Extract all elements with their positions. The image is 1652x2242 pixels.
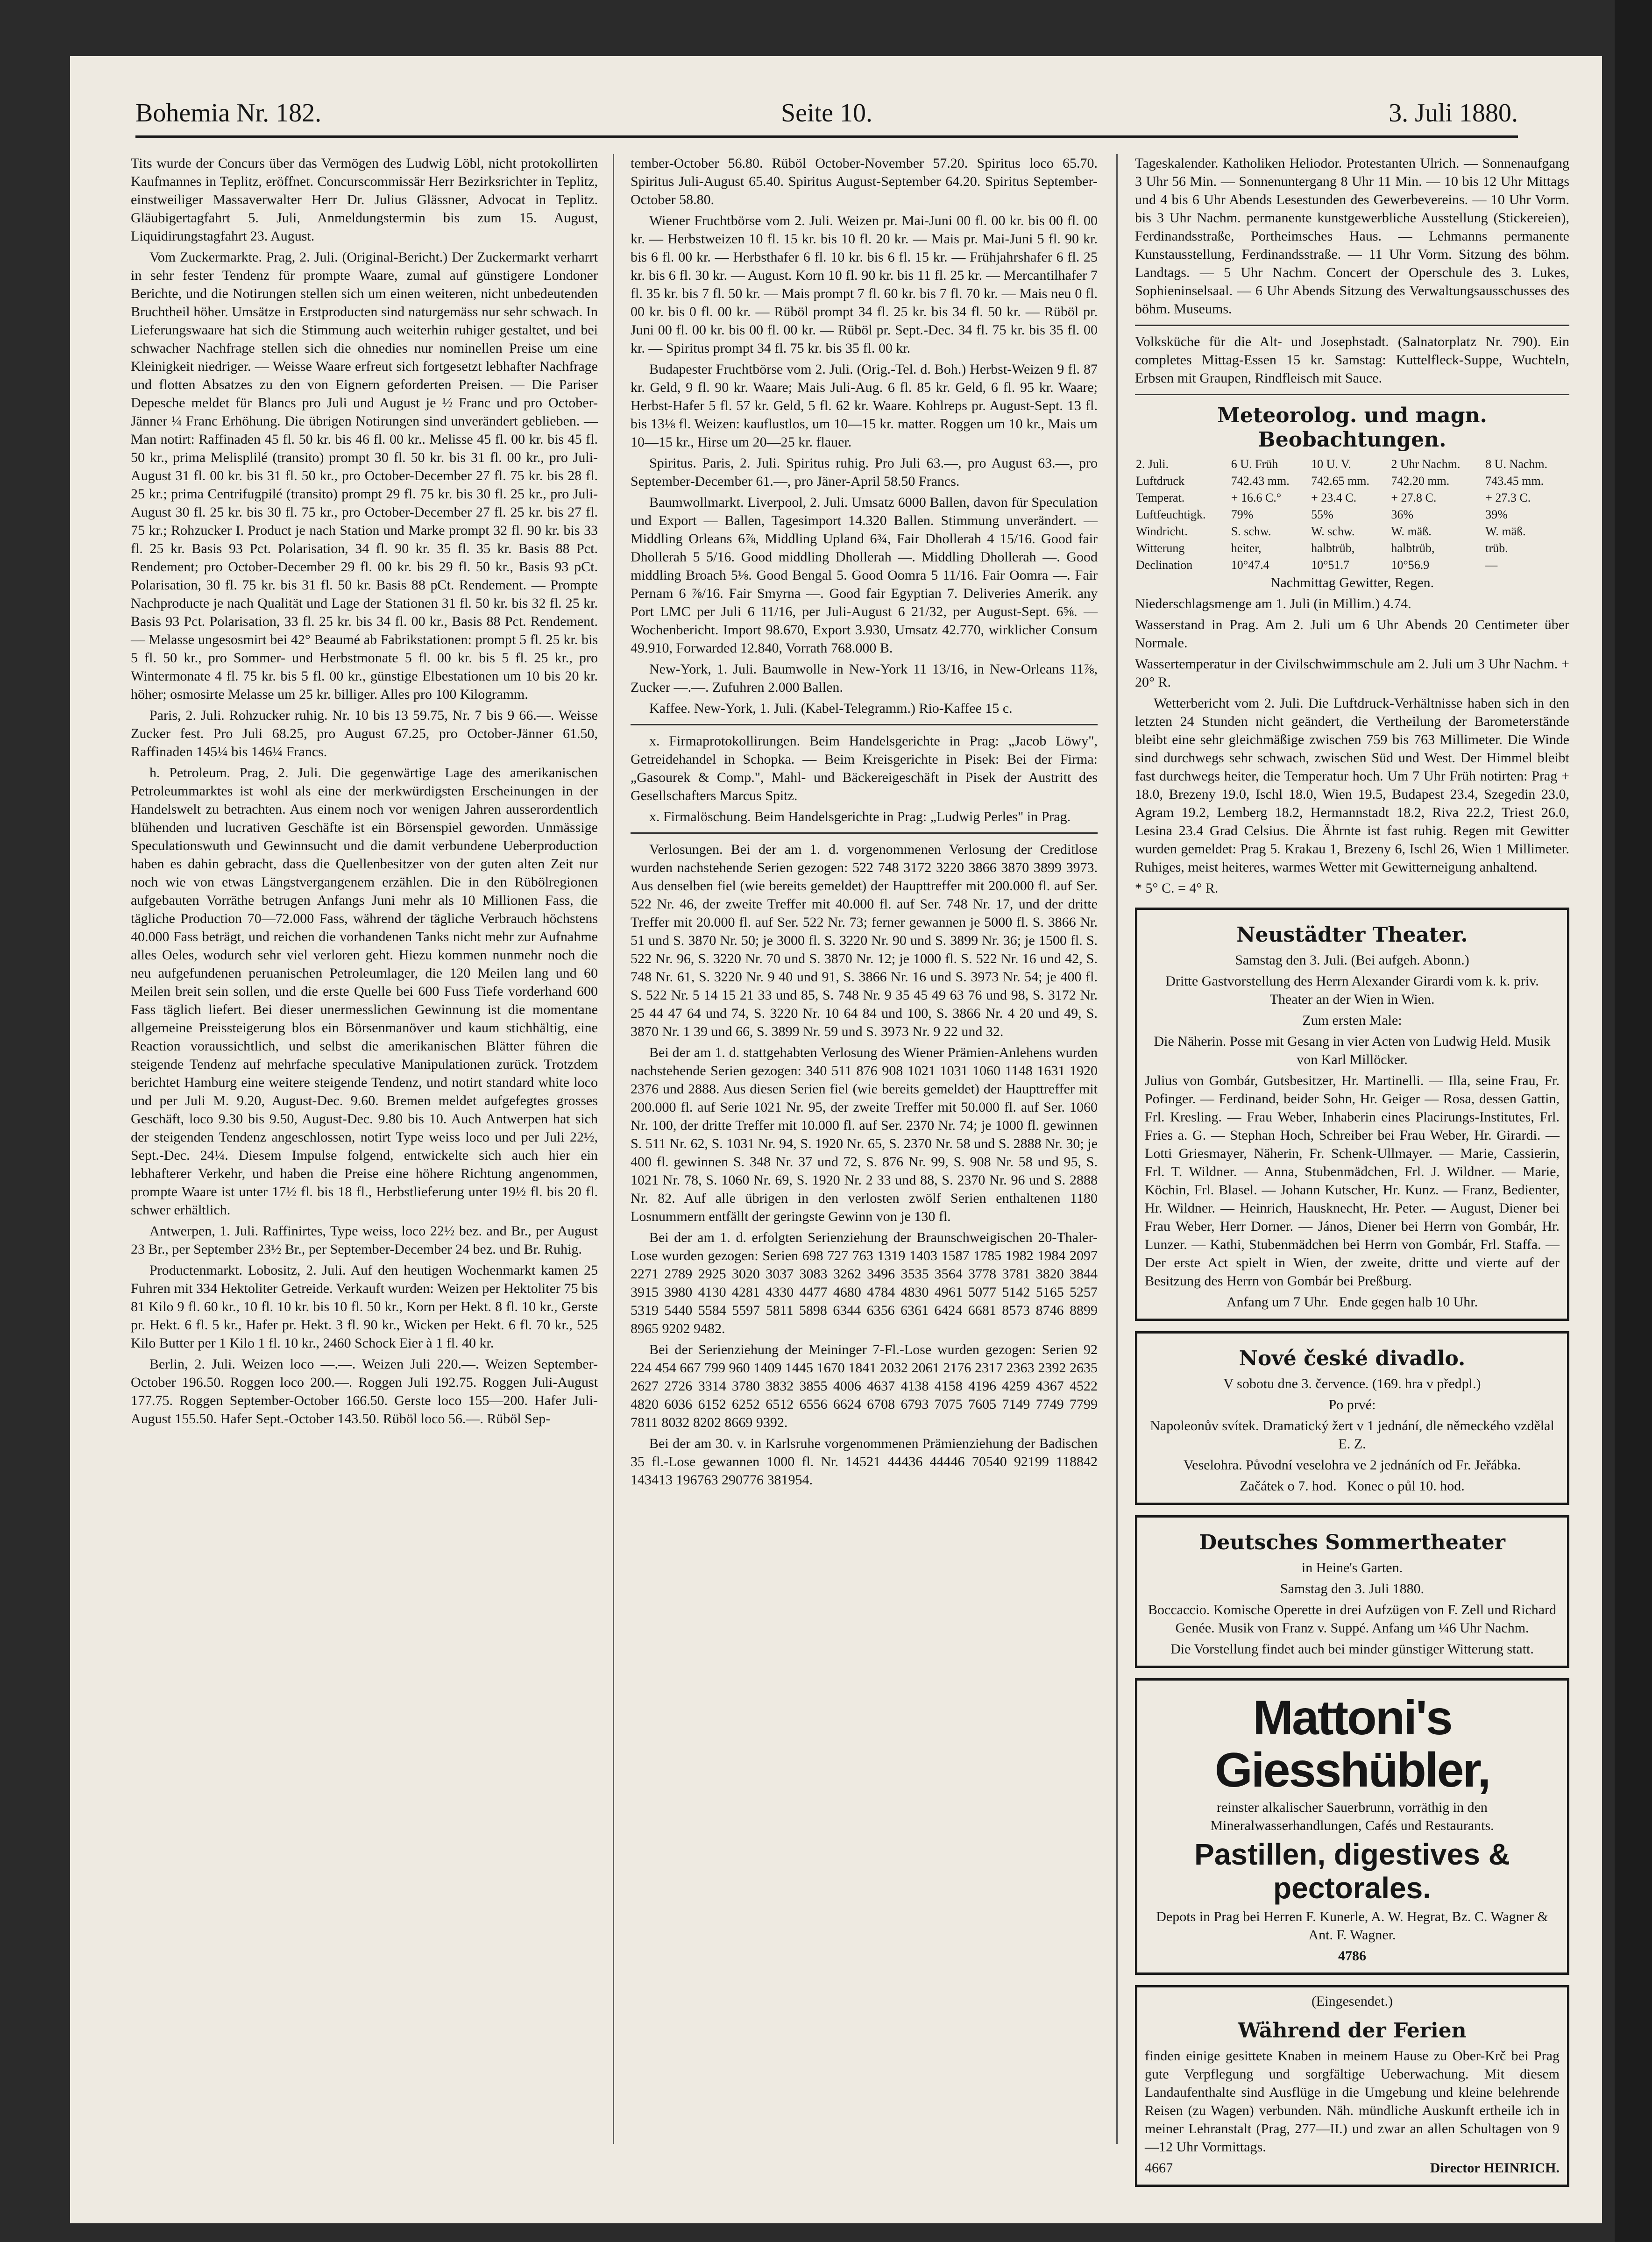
table-cell: 743.45 mm. xyxy=(1485,474,1544,488)
table-cell: + 16.6 C.° xyxy=(1231,491,1282,504)
ad-start: Začátek o 7. hod. xyxy=(1240,1478,1337,1494)
issue-date: 3. Juli 1880. xyxy=(1389,99,1518,128)
column-rule xyxy=(613,154,614,2144)
table-cell: halbtrüb, xyxy=(1311,541,1355,555)
ad-sommertheater xyxy=(1135,1515,1569,1668)
ad-title: Während der Ferien xyxy=(1238,2019,1467,2043)
ad-text: Po prvé: xyxy=(1328,1397,1376,1412)
ad-date xyxy=(1145,1375,1560,1393)
ad-neustaedter-theater xyxy=(1135,908,1569,1321)
table-cell: + 27.3 C. xyxy=(1485,491,1531,504)
table-cell: 55% xyxy=(1311,508,1333,521)
ad-title: Deutsches Sommertheater xyxy=(1199,1531,1505,1554)
table-head-cell: 8 U. Nachm. xyxy=(1485,457,1548,471)
ad-end: Ende gegen halb 10 Uhr. xyxy=(1339,1294,1478,1310)
table-cell: trüb. xyxy=(1485,541,1508,555)
table-row xyxy=(1135,456,1569,473)
table-head-cell: 10 U. V. xyxy=(1311,457,1351,471)
article-braunschweig: Bei der am 1. d. erfolgten Serienziehung der Braunschweigischen 20-Thaler-Lose wurden gezogen: Serien 698 727 763 1319 1403 1587 1785 1982 1984 2097 2271 2789 2925 3020 3037 3083 3262 3496 3535 3564 3778 3781 3820 3844 3915 3980 4130 4281 4330 4477 4680 4784 4830 4961 5077 5142 5165 5257 5319 5440 5584 5597 5811 5898 6344 6356 6361 6424 6681 8573 8746 8899 8965 9202 9482. xyxy=(631,1230,1098,1336)
divider xyxy=(631,724,1098,725)
table-cell: S. schw. xyxy=(1231,525,1271,538)
ad-text: Depots in Prag bei Herren F. Kunerle, A. W. Hegrat, Bz. C. Wagner & Ant. F. Wagner. xyxy=(1156,1909,1548,1943)
table-row xyxy=(1135,523,1569,540)
ad-text: Napoleonův svítek. Dramatický žert v 1 jednání, dle německého vzdělal E. Z. xyxy=(1150,1418,1554,1452)
ad-czech-theater xyxy=(1135,1331,1569,1505)
table-row xyxy=(1135,490,1569,506)
column-middle xyxy=(631,154,1098,2144)
table-cell: 10°51.7 xyxy=(1311,558,1349,572)
article-meininger: Bei der Serienziehung der Meininger 7-Fl.-Lose wurden gezogen: Serien 92 224 454 667 799 960 1409 1445 1670 1841 2032 2061 2176 2317 2363 2392 2635 2627 2726 3314 3780 3832 3855 4006 4637 4138 4158 4196 4259 4367 4522 4820 6036 6152 6252 6512 6556 6624 6708 6793 7075 7605 7149 7749 7799 7811 8032 8202 8669 9392. xyxy=(631,1342,1098,1430)
article-berlin-cont: tember-October 56.80. Rüböl October-November 57.20. Spiritus loco 65.70. Spiritus Juli-August 65.40. Spiritus August-September 64.20. Spiritus September-October 58.80. xyxy=(631,156,1098,207)
table-cell: Windricht. xyxy=(1136,525,1188,538)
wasserstand: Wasserstand in Prag. Am 2. Juli um 6 Uhr Abends 20 Centimeter über Normale. xyxy=(1135,617,1569,651)
table-cell: Luftfeuchtigk. xyxy=(1136,508,1206,521)
ad-date xyxy=(1145,951,1560,969)
volkskueche: Volksküche für die Alt- und Josephstadt. (Salnatorplatz Nr. 790). Ein completes Mittag-Essen 15 kr. Samstag: Kuttelfleck-Suppe, Wuchteln, Erbsen mit Graupen, Rindfleisch mit Sauce. xyxy=(1135,334,1569,386)
article-productenmarkt: Productenmarkt. Lobositz, 2. Juli. Auf den heutigen Wochenmarkt kamen 25 Fuhren mit 334 Hektoliter Getreide. Verkauft wurden: Weizen per Hektoliter 75 bis 81 Kilo 9 fl. 60 kr., 10 fl. 10 kr. bis 10 fl. 50 kr., Korn per Hekt. 8 fl. 10 kr., Gerste pr. Hekt. 6 fl. 5 kr., Hafer pr. Hekt. 3 fl. 90 kr., Wicken per Hekt. 6 fl. 70 kr., 525 Kilo Butter per 1 Kilo 1 fl. 10 kr., 2460 Schock Eier à 1 fl. 40 kr. xyxy=(131,1263,598,1351)
divider xyxy=(631,832,1098,834)
table-row xyxy=(1135,506,1569,523)
table-head-cell: 2 Uhr Nachm. xyxy=(1391,457,1461,471)
divider xyxy=(1135,394,1569,395)
table-head-cell: 6 U. Früh xyxy=(1231,457,1278,471)
article-firmaprotokollirungen: x. Firmaprotokollirungen. Beim Handelsgerichte in Prag: „Jacob Löwy", Getreidehandel in Schopka. — Beim Kreisgerichte in Pisek: Bei der Firma: „Gasourek & Comp.", Mahl- und Bäckereigeschäft in Pisek der Austritt des Gesellschafters Marcus Spitz. xyxy=(631,733,1098,803)
tageskalender: Tageskalender. Katholiken Heliodor. Protestanten Ulrich. — Sonnenaufgang 3 Uhr 56 Min. — Sonnenuntergang 8 Uhr 11 Min. — 10 bis 12 Uhr Mittags und 4 bis 6 Uhr Abends Lesestunden des Gewerbevereins. — 10 Uhr Vorm. bis 3 Uhr Nachm. permanente kunstgewerbliche Ausstellung (Stickereien), Ferdinandsstraße, Portheimsches Haus. — Lehmanns permanente Kunstausstellung, Ferdinandsstraße. — 11 Uhr Vorm. Sitzung des böhm. Landtags. — 5 Uhr Nachm. Concert der Operschule des 3. Lukes, Sophieninselsaal. — 6 Uhr Abends Sitzung des Verwaltungsausschusses des böhm. Museums. xyxy=(1135,156,1569,317)
weather-table-title: Meteorolog. und magn. Beobachtungen. xyxy=(1217,404,1487,452)
ad-end: Konec o půl 10. hod. xyxy=(1347,1478,1465,1494)
article-kaffee: Kaffee. New-York, 1. Juli. (Kabel-Telegramm.) Rio-Kaffee 15 c. xyxy=(649,701,1013,716)
weather-remark: Nachmittag Gewitter, Regen. xyxy=(1270,575,1434,590)
ad-cast: Julius von Gombár, Gutsbesitzer, Hr. Martinelli. — Illa, seine Frau, Fr. Pofinger. — Ferdinand, beider Sohn, Hr. Geiger — Rosa, dessen Gattin, Frl. Kresling. — Frau Weber, Inhaberin eines Placirungs-Institutes, Frl. Fries a. G. — Stephan Hoch, Schreiber bei Frau Weber, Hr. Girardi. — Lotti Griesmayer, Näherin, Fr. Schenk-Ullmayer. — Marie, Cassierin, Frl. T. Wildner. — Anna, Stubenmädchen, Frl. J. Wildner. — Marie, Köchin, Frl. Blasel. — Johann Kutscher, Hr. Kunz. — Franz, Bedienter, Hr. Wildner. — Heinrich, Hausknecht, Hr. Peter. — August, Diener bei Frau Weber, Herr Dorner. — János, Diener bei Herrn von Gombár, Hr. Lunzer. — Kathi, Stubenmädchen bei Herrn von Gombár, Frl. Staffa. — Der erste Act spielt in Wien, der zweite, dritte und vierte auf der Besitzung des Herrn von Gombár bei Preßburg. xyxy=(1145,1073,1560,1289)
article-wiener-fruchtboerse: Wiener Fruchtbörse vom 2. Juli. Weizen pr. Mai-Juni 00 fl. 00 kr. bis 00 fl. 00 kr. — Herbstweizen 10 fl. 15 kr. bis 10 fl. 20 kr. — Mais pr. Mai-Juni 5 fl. 90 kr. bis 6 fl. 00 kr. — Herbsthafer 6 fl. 10 kr. bis 6 fl. 15 kr. — Frühjahrshafer 6 fl. 25 kr. bis 6 fl. 30 kr. — August. Korn 10 fl. 90 kr. bis 11 fl. 25 kr. — Mercantilhafer 7 fl. 35 kr. bis 7 fl. 50 kr. — Mais prompt 7 fl. 60 kr. bis 7 fl. 70 kr. — Mais neu 0 fl. 00 kr. bis 0 fl. 00 kr. — Rüböl prompt 34 fl. 25 kr. bis 34 fl. 50 kr. — Rüböl pr. Juni 00 fl. 00 kr. bis 00 fl. 00 kr. — Rüböl pr. Sept.-Dec. 34 fl. 75 kr. bis 35 fl. 00 kr. — Spiritus prompt 34 fl. 75 kr. bis 35 fl. 00 kr. xyxy=(631,213,1098,356)
ad-text: Die Vorstellung findet auch bei minder günstiger Witterung statt. xyxy=(1170,1641,1534,1657)
ad-location: in Heine's Garten. xyxy=(1301,1560,1403,1575)
ad-subtitle: Pastillen, digestives & pectorales. xyxy=(1194,1838,1510,1905)
page-header xyxy=(135,89,1518,138)
table-cell: 742.20 mm. xyxy=(1391,474,1450,488)
ad-times xyxy=(1145,1477,1560,1495)
ad-text: Veselohra. Původní veselohra ve 2 jednáních od Fr. Jeřábka. xyxy=(1183,1457,1521,1473)
table-cell: 10°47.4 xyxy=(1231,558,1269,572)
ad-text: reinster alkalischer Sauerbrunn, vorräthig in den Mineralwasserhandlungen, Cafés und Restaurants. xyxy=(1210,1800,1494,1833)
table-cell: 36% xyxy=(1391,508,1413,521)
footnote: * 5° C. = 4° R. xyxy=(1135,880,1219,896)
ad-number: 4667 xyxy=(1145,2160,1173,2176)
ad-title: Neustädter Theater. xyxy=(1236,923,1468,947)
table-cell: + 23.4 C. xyxy=(1311,491,1357,504)
table-cell: heiter, xyxy=(1231,541,1262,555)
ad-signature: Director HEINRICH. xyxy=(1430,2160,1560,2176)
article-petroleum: h. Petroleum. Prag, 2. Juli. Die gegenwärtige Lage des amerikanischen Petroleummarktes ist wohl als eine der merkwürdigsten Erscheinungen in der Handelswelt zu betrachten. Aus einem noch vor wenigen Jahren ausserordentlich blühenden und lucrativen Geschäfte ist ein Börsenspiel geworden. Unmässige Speculationswuth und Gewinnsucht und die damit verbundene Ueberproduction haben es dahin gebracht, dass die Quellenbesitzer von der guten alten Zeit nur noch wie von etwas Längstvergangenem erzählen. Die in den Rübölregionen aufgebauten Vorräthe betrugen Anfangs Juni mehr als 10 Millionen Fass, die tägliche Production 70—72.000 Fass, während der tägliche Verbrauch höchstens 40.000 Fass beträgt, und reichen die vorhandenen Tanks nicht mehr zur Aufnahme alles Oeles, wodurch sehr viel verloren geht. Hiezu kommen nunmehr noch die neu aufgefundenen peruanischen Petroleumlager, die 120 Meilen lang und 60 Meilen breit sein sollen, und die erste Quelle bei 600 Fuss Tiefe vorderhand 600 Fass täglich liefert. Bei dieser unermesslichen Gewinnung ist die momentane allgemeine Preissteigerung blos ein Börsenmanöver und kaum stichhältig, eine Reaction voraussichtlich, und selbst die amerikanischen Blätter führen die steigende Tendenz auf mehrfache speculative Manipulationen zurück. Trotzdem berichtet Hamburg eine weitere steigende Tendenz, und notirt standard white loco und per Juli M. 9.20, August-Dec. 9.60. Bremen meldet aufgefegtes grosses Geschäft, loco 9.30 bis 9.50, August-Dec. 9.80 bis 10. Auch Antwerpen hat sich der steigenden Tendenz angeschlossen, notirt Type weiss loco und per Juli 22½, Sept.-Dec. 24¼. Diesem Impulse folgend, entwickelte sich auch hier ein lebhafterer Verkehr, und haben die Preise eine höhere Richtung angenommen, prompte Waare ist unter 17½ fl. bis 18 fl., Herbstlieferung unter 19½ fl. bis 20 fl. schwer erhältlich. xyxy=(131,765,598,1218)
article-badische: Bei der am 30. v. in Karlsruhe vorgenommenen Prämienziehung der Badischen 35 fl.-Lose gewannen 1000 fl. Nr. 14521 44436 44446 70540 92199 118842 143413 196763 290776 381954. xyxy=(631,1436,1098,1488)
table-row xyxy=(1135,540,1569,557)
table-head-cell: 2. Juli. xyxy=(1136,457,1169,471)
page-edge xyxy=(1615,0,1652,2242)
divider xyxy=(1135,325,1569,326)
ad-times xyxy=(1145,1293,1560,1311)
page-number: Seite 10. xyxy=(781,99,872,128)
ad-title: Mattoni's Giesshübler, xyxy=(1214,1691,1490,1797)
ad-mattoni xyxy=(1135,1678,1569,1975)
table-cell: — xyxy=(1485,558,1498,572)
newspaper-issue: Bohemia Nr. 182. xyxy=(135,99,322,128)
table-cell: 10°56.9 xyxy=(1391,558,1430,572)
ad-ferien xyxy=(1135,1985,1569,2187)
table-cell: + 27.8 C. xyxy=(1391,491,1437,504)
table-cell: W. mäß. xyxy=(1391,525,1432,538)
wetterbericht: Wetterbericht vom 2. Juli. Die Luftdruck-Verhältnisse haben sich in den letzten 24 Stunden nicht geändert, die Vertheilung der Barometerstände bleibt eine sehr gleichmäßige zwischen 759 bis 763 Millimeter. Die Winde sind durchwegs sehr schwach, zwischen Süd und West. Der Himmel bleibt fast durchwegs heiter, die Temperatur hoch. Um 7 Uhr Früh notirten: Prag + 18.0, Brezeny 19.0, Ischl 18.0, Wien 19.5, Budapest 23.4, Szegedin 23.0, Agram 19.2, Lemberg 18.2, Hermannstadt 18.2, Riva 22.2, Triest 26.0, Lesina 23.4 Grad Celsius. Die Ährnte ist fast ruhig. Regen mit Gewitter wurden gemeldet: Prag 5. Krakau 1, Brezeny 6, Ischl 26, Wien 1 Millimeter. Ruhiges, meist heiteres, warmes Wetter mit Gewitterneigung anhaltend. xyxy=(1135,695,1569,875)
ad-label: (Eingesendet.) xyxy=(1311,1994,1393,2009)
column-rule xyxy=(1116,154,1118,2144)
ad-title: Nové české divadlo. xyxy=(1239,1347,1466,1370)
table-cell: Witterung xyxy=(1136,541,1185,555)
ad-date: Samstag den 3. Juli 1880. xyxy=(1280,1581,1425,1596)
ad-text: finden einige gesittete Knaben in meinem Hause zu Ober-Krč bei Prag gute Verpflegung und sorgfältige Ueberwachung. Mit diesem Landaufenthalte sind Ausflüge in die Umgebung und kleine belehrende Reisen (zu Wagen) verbunden. Näh. mündliche Auskunft ertheile ich in meiner Lehranstalt (Prag, 277—II.) und zwar an allen Schultagen von 9—12 Uhr Vormittags. xyxy=(1145,2048,1560,2155)
ad-abonn: (Bei aufgeh. Abonn.) xyxy=(1351,952,1469,968)
article-new-york: New-York, 1. Juli. Baumwolle in New-York 11 13/16, in New-Orleans 11⅞, Zucker —.—. Zufuhren 2.000 Ballen. xyxy=(631,661,1098,695)
table-cell: 742.65 mm. xyxy=(1311,474,1370,488)
weather-table xyxy=(1135,456,1569,574)
ad-number: (169. hra v předpl.) xyxy=(1372,1376,1481,1391)
article-baumwollmarkt: Baumwollmarkt. Liverpool, 2. Juli. Umsatz 6000 Ballen, davon für Speculation und Export — Ballen, Tagesimport 14.320 Ballen. Stimmung unverändert. — Middling Orleans 6⅞, Middling Upland 6¾, Fair Dhollerah 4 15/16. Good fair Dhollerah 5 5/16. Good middling Dhollerah —. Middling Dhollerah —. Good middling Broach 5⅛. Good Bengal 5. Good Oomra 5 11/16. Fair Oomra —. Fair Pernam 6 ⅞/16. Fair Smyrna —. Good fair Egyptian 7. Deliveries Amerik. any Port LMC per Juli 6 11/16, per Juli-August 6 21/32, per August-Sept. 6⅝. — Wochenbericht. Import 98.670, Export 3.930, Umsatz 42.770, wirklicher Consum 49.910, Forwarded 12.840, Vorrath 768.000 B. xyxy=(631,495,1098,656)
article-paris-zucker: Paris, 2. Juli. Rohzucker ruhig. Nr. 10 bis 13 59.75, Nr. 7 bis 9 66.—. Weisse Zucker fest. Pro Juli 68.25, pro August 67.25, pro October-Jänner 61.50, Raffinaden 145¼ bis 146¼ Francs. xyxy=(131,708,598,759)
table-cell: W. schw. xyxy=(1311,525,1355,538)
article-firmaloeschung: x. Firmalöschung. Beim Handelsgerichte in Prag: „Ludwig Perles" in Prag. xyxy=(649,809,1071,824)
ad-date-text: V sobotu dne 3. července. xyxy=(1223,1376,1369,1391)
article-budapester-fruchtboerse: Budapester Fruchtbörse vom 2. Juli. (Orig.-Tel. d. Boh.) Herbst-Weizen 9 fl. 87 kr. Geld, 9 fl. 90 kr. Waare; Mais Juli-Aug. 6 fl. 85 kr. Geld, 6 fl. 95 kr. Waare; Herbst-Hafer 5 fl. 57 kr. Geld, 5 fl. 62 kr. Waare. Kohlreps pr. August-Sept. 13 fl. bis 13⅛ fl. Weizen: kauflustlos, um 10—15 kr. matter. Roggen um 10 kr., Mais um 10—15 kr., Hirse um 20—25 kr. flauer. xyxy=(631,362,1098,450)
table-cell: halbtrüb, xyxy=(1391,541,1435,555)
wassertemperatur: Wassertemperatur in der Civilschwimmschule am 2. Juli um 3 Uhr Nachm. + 20° R. xyxy=(1135,656,1569,690)
article-wiener-praemien: Bei der am 1. d. stattgehabten Verlosung des Wiener Prämien-Anlehens wurden nachstehende Serien gezogen: 340 511 876 908 1021 1031 1060 1148 1631 1920 2376 und 2888. Aus diesen Serien fiel (wie bereits gemeldet) der Haupttreffer mit 200.000 fl. auf Serie 1021 Nr. 95, der zweite Treffer mit 50.000 fl. auf Ser. 1060 Nr. 100, der dritte Treffer mit 10.000 fl. auf Ser. 2370 Nr. 74; je 1000 fl. gewinnen S. 511 Nr. 62, S. 1031 Nr. 94, S. 1920 Nr. 65, S. 2370 Nr. 58 und S. 2888 Nr. 30; je 400 fl. gewinnen S. 348 Nr. 37 und 72, S. 876 Nr. 99, S. 908 Nr. 58 und 95, S. 1021 Nr. 78, S. 1060 Nr. 69, S. 1920 Nr. 2 33 und 88, S. 2370 Nr. 96 und S. 2888 Nr. 82. Auf alle übrigen in den verlosten zwölf Serien enthaltenen 1180 Losnummern entfällt der geringste Gewinn von je 130 fl. xyxy=(631,1045,1098,1224)
ad-number: 4786 xyxy=(1338,1948,1366,1964)
ad-footer xyxy=(1145,2159,1560,2177)
table-row xyxy=(1135,473,1569,490)
table-cell: 79% xyxy=(1231,508,1254,521)
table-row xyxy=(1135,557,1569,574)
ad-text: Dritte Gastvorstellung des Herrn Alexander Girardi vom k. k. priv. Theater an der Wien in Wien. xyxy=(1165,973,1539,1007)
table-cell: Luftdruck xyxy=(1136,474,1184,488)
article-concurs: Tits wurde der Concurs über das Vermögen des Ludwig Löbl, nicht protokollirten Kaufmannes in Teplitz, eröffnet. Concurscommissär Herr Bezirksrichter in Teplitz, einstweiliger Massaverwalter Herr Dr. Julius Glässner, Advocat in Teplitz. Gläubigertagfahrt 5. Juli, Anmeldungstermin bis zum 15. August, Liquidirungstagfahrt 23. August. xyxy=(131,156,598,244)
article-antwerpen: Antwerpen, 1. Juli. Raffinirtes, Type weiss, loco 22½ bez. and Br., per August 23 Br., per September 23½ Br., per September-December 24 bez. und Br. Ruhig. xyxy=(131,1223,598,1257)
table-cell: Temperat. xyxy=(1136,491,1185,504)
article-zuckermarkt: Vom Zuckermarkte. Prag, 2. Juli. (Original-Bericht.) Der Zuckermarkt verharrt in sehr fester Tendenz für prompte Waare, zumal auf günstigere Londoner Berichte, und die Notirungen stellen sich um einen weiteren, nicht unbedeutenden Bruchtheil höher. Umsätze in Erstproducten sind naturgemäss nur sehr schwach. In Lieferungswaare hat sich die Stimmung auch weiterhin ruhiger gestaltet, und bei schwacher Nachfrage stellen sich die ohnedies nur nominellen Preise um eine Kleinigkeit niedriger. — Weisse Waare erfreut sich fortgesetzt lebhafter Nachfrage und flotten Absatzes zu den von Eignern geforderten Preisen. — Die Pariser Depesche meldet für Blancs pro Juli und August je ½ Franc und pro October-Jänner ¼ Franc Erhöhung. Die übrigen Notirungen sind unverändert geblieben. — Man notirt: Raffinaden 45 fl. 50 kr. bis 46 fl. 00 kr.. Melisse 45 fl. 00 kr. bis 45 fl. 50 kr., prima Melisplilé (transito) prompt 30 fl. 50 kr. bis 31 fl. 00 kr., pro Juli-August 31 fl. 00 kr. bis 31 fl. 50 kr., pro October-December 27 fl. 75 kr. bis 28 fl. 25 kr.; prima Centrifugpilé (transito) prompt 29 fl. 75 kr. bis 30 fl. 25 kr., pro Juli-August 30 fl. 25 kr. bis 30 fl. 75 kr., pro October-December 27 fl. 25 kr. bis 27 fl. 75 kr.; Rohzucker I. Product je nach Station und Marke prompt 32 fl. 90 kr. bis 33 fl. 25 kr. Basis 93 Pct. Polarisation, 34 fl. 90 kr. 35 fl. 35 kr. Basis 88 Pct. Rendement; pro October-December 29 fl. 00 kr. bis 29 fl. 50 kr., Basis 93 pCt. Polarisation, 30 fl. 75 kr. bis 31 fl. 50 kr. Basis 88 pCt. Rendement. — Prompte Nachproducte je nach Qualität und Lage der Stationen 31 fl. 50 kr. bis 32 fl. 25 kr. Basis 93 Pct. Polarisation, 33 fl. 25 kr. bis 34 fl. 00 kr., Basis 88 Pct. Rendement. — Melasse ungesosmirt bei 42° Beaumé ab Fabrikstationen: prompt 5 fl. 25 kr. bis 5 fl. 50 kr., pro Sommer- und Herbstmonate 5 fl. 00 kr. bis 5 fl. 25 kr., pro Wintermonate 4 fl. 75 kr. bis 5 fl. 00 kr., günstige Elbestationen um 10 bis 20 kr. höher; osmosirte Melasse um 25 kr. billiger. Alles pro 100 Kilogramm. xyxy=(131,249,598,702)
table-cell: Declination xyxy=(1136,558,1193,572)
ad-text: Zum ersten Male: xyxy=(1302,1013,1402,1028)
table-cell: 742.43 mm. xyxy=(1231,474,1290,488)
newspaper-page xyxy=(70,56,1602,2223)
table-cell: 39% xyxy=(1485,508,1508,521)
ad-play: Die Näherin. Posse mit Gesang in vier Acten von Ludwig Held. Musik von Karl Millöcker. xyxy=(1154,1034,1551,1067)
table-cell: W. mäß. xyxy=(1485,525,1526,538)
article-spiritus: Spiritus. Paris, 2. Juli. Spiritus ruhig. Pro Juli 63.—, pro August 63.—, pro September-December 61.—, pro Jäner-April 58.50 Francs. xyxy=(631,455,1098,489)
column-right xyxy=(1135,154,1569,2176)
ad-date-text: Samstag den 3. Juli. xyxy=(1235,952,1348,968)
article-berlin: Berlin, 2. Juli. Weizen loco —.—. Weizen Juli 220.—. Weizen September-October 196.50. Roggen loco 200.—. Roggen Juli 192.75. Roggen Juli-August 177.75. Roggen September-October 166.50. Gerste loco 155—200. Hafer Juli-August 155.50. Hafer Sept.-October 143.50. Rüböl loco 56.—. Rüböl Sep- xyxy=(131,1356,598,1426)
ad-text: Boccaccio. Komische Operette in drei Aufzügen von F. Zell und Richard Genée. Musik von Franz v. Suppé. Anfang um ¼6 Uhr Nachm. xyxy=(1148,1602,1556,1636)
column-left xyxy=(131,154,598,2144)
niederschlag: Niederschlagsmenge am 1. Juli (in Millim.) 4.74. xyxy=(1135,596,1411,611)
ad-start: Anfang um 7 Uhr. xyxy=(1226,1294,1329,1310)
article-verlosungen: Verlosungen. Bei der am 1. d. vorgenommenen Verlosung der Creditlose wurden nachstehende Serien gezogen: 522 748 3172 3220 3866 3870 3899 3973. Aus denselben fiel (wie bereits gemeldet) der Haupttreffer mit 200.000 fl. auf Ser. 522 Nr. 46, der zweite Treffer mit 40.000 fl. auf Ser. 748 Nr. 17, und der dritte Treffer mit 20.000 fl. auf Ser. 522 Nr. 73; ferner gewannen je 5000 fl. S. 3866 Nr. 51 und S. 3870 Nr. 50; je 3000 fl. S. 3220 Nr. 90 und S. 3899 Nr. 36; je 1500 fl. S. 522 Nr. 96, S. 3220 Nr. 70 und S. 3870 Nr. 12; je 1000 fl. S. 522 Nr. 16 und 42, S. 748 Nr. 61, S. 3220 Nr. 9 40 und 91, S. 3866 Nr. 16 und S. 3973 Nr. 54; je 400 fl. S. 522 Nr. 5 14 15 21 33 und 85, S. 748 Nr. 9 35 45 49 63 76 und 98, S. 3172 Nr. 25 44 47 64 und 74, S. 3220 Nr. 10 64 84 und 100, S. 3866 Nr. 4 20 und 49, S. 3870 Nr. 1 39 und 66, S. 3899 Nr. 59 und S. 3973 Nr. 9 22 und 32. xyxy=(631,842,1098,1039)
